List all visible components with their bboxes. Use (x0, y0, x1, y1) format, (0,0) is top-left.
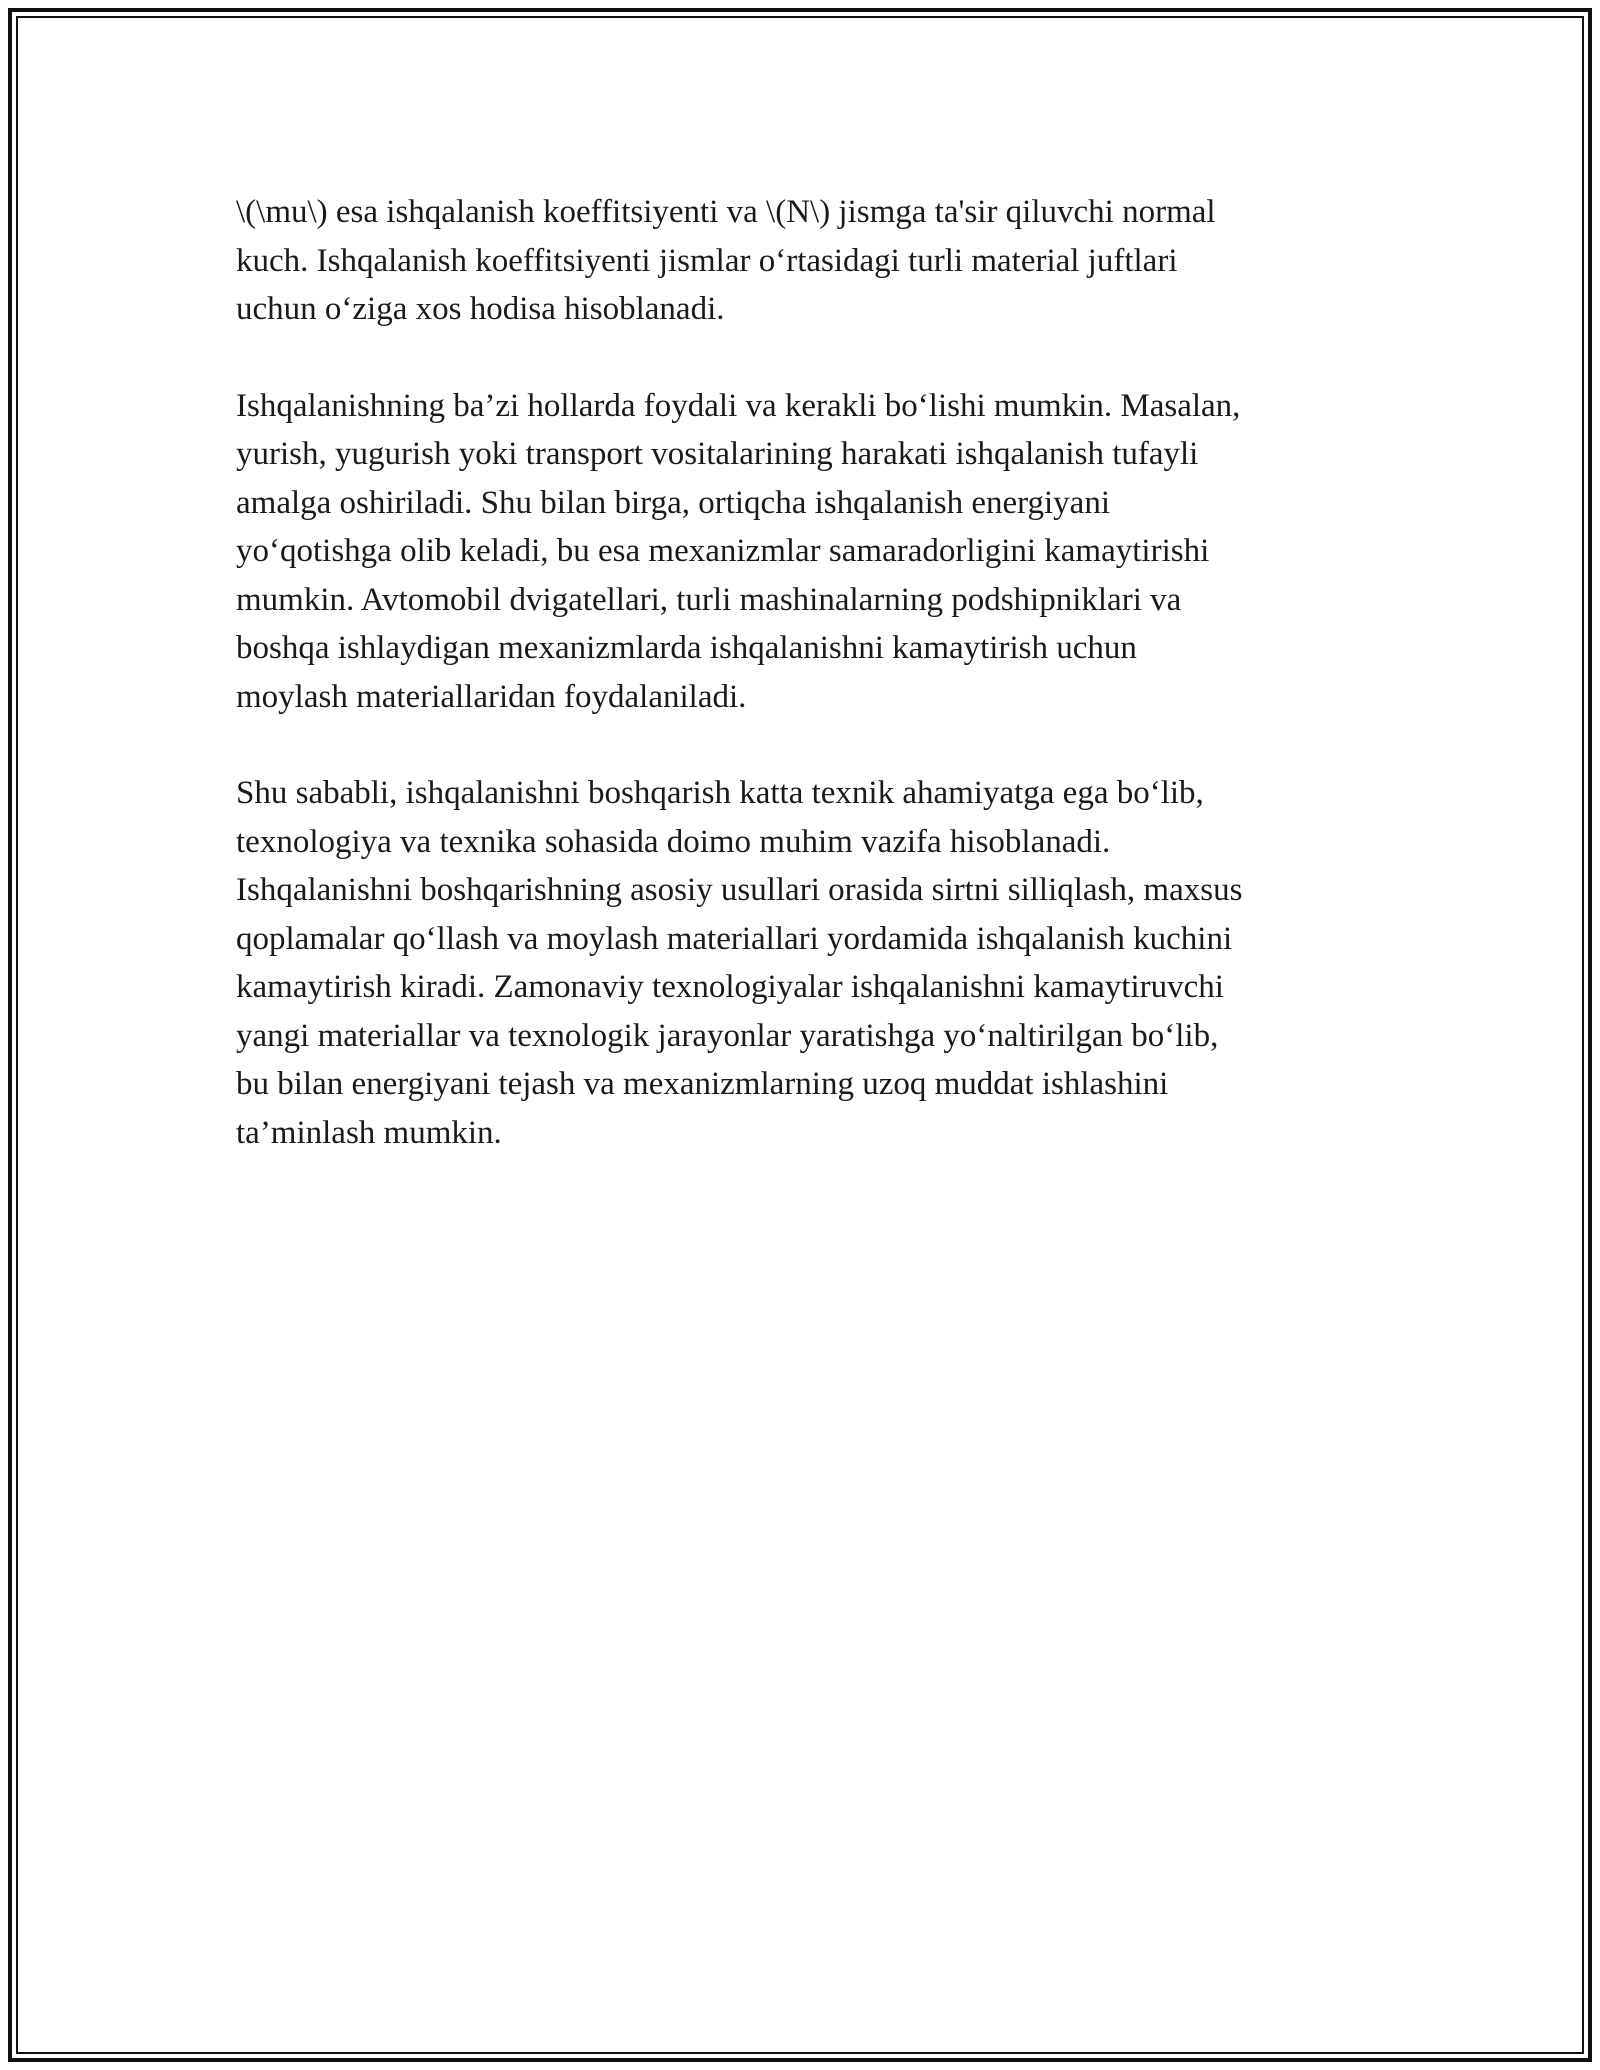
paragraph-friction-coefficient: \(\mu\) esa ishqalanish koeffitsiyenti va \(N\) jismga ta'sir qiluvchi normal kuch. Ishqalanish koeffitsiyenti jismlar o‘rtasidagi turli material juftlari uchun o‘ziga xos hodisa hisoblanadi. (236, 194, 1216, 327)
paragraph-friction-control: Shu sababli, ishqalanishni boshqarish katta texnik ahamiyatga ega bo‘lib, texnologiya va texnika sohasida doimo muhim vazifa hisoblanadi. Ishqalanishni boshqarishning asosiy usullari orasida sirtni silliqlash, maxsus qoplamalar qo‘llash va moylash materiallari yordamida ishqalanish kuchini kamaytirish kiradi. Zamonaviy texnologiyalar ishqalanishni kamaytiruvchi yangi materiallar va texnologik jarayonlar yaratishga yo‘naltirilgan bo‘lib, bu bilan energiyani tejash va mexanizmlarning uzoq muddat ishlashini ta’minlash mumkin. (236, 775, 1243, 1151)
paragraph-friction-usefulness: Ishqalanishning ba’zi hollarda foydali va kerakli bo‘lishi mumkin. Masalan, yurish, yugurish yoki transport vositalarining harakati ishqalanish tufayli amalga oshiriladi. Shu bilan birga, ortiqcha ishqalanish energiyani yo‘qotishga olib keladi, bu esa mexanizmlar samaradorligini kamaytirishi mumkin. Avtomobil dvigatellari, turli mashinalarning podshipniklari va boshqa ishlaydigan mexanizmlarda ishqalanishni kamaytirish uchun moylash materiallaridan foydalaniladi. (236, 387, 1241, 715)
document-body (236, 188, 1366, 1205)
